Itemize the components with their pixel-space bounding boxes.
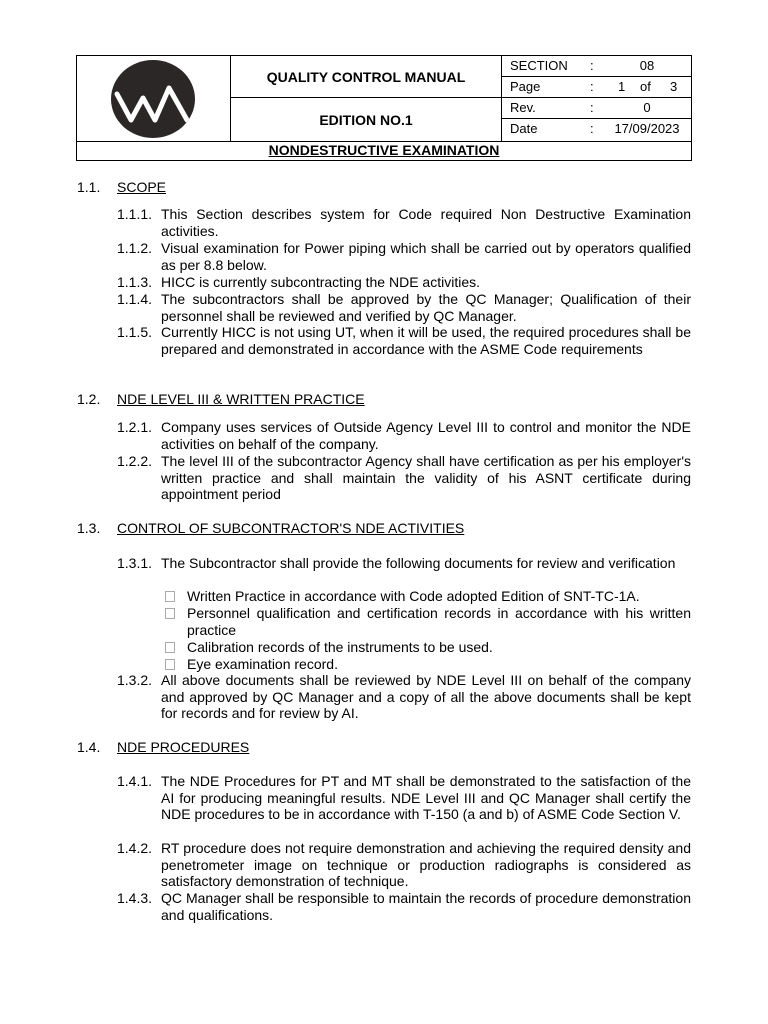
item-text: All above documents shall be reviewed by NDE Level III on behalf of the company and approved by QC Manager and a copy of all the above documents shall be kept for records and for review by AI. [161, 672, 691, 722]
colon: : [590, 58, 594, 73]
item-number: 1.3.2. [117, 672, 153, 688]
list-item [117, 773, 691, 823]
section-value: 08 [639, 58, 655, 73]
item-text: The Subcontractor shall provide the following documents for review and verification [161, 555, 676, 571]
item-number: 1.4.3. [117, 890, 153, 906]
bullet-text: Calibration records of the instruments to be used. [187, 639, 493, 655]
item-text: Currently HICC is not using UT, when it will be used, the required procedures shall be prepared and demonstrated in accordance with the ASME Code requirements [161, 324, 691, 357]
item-number: 1.2.1. [117, 419, 153, 435]
list-item [117, 840, 691, 890]
manual-title: QUALITY CONTROL MANUAL [231, 56, 501, 98]
rev-value: 0 [643, 100, 651, 115]
item-text: HICC is currently subcontracting the NDE activities. [161, 274, 480, 290]
document-title: NONDESTRUCTIVE EXAMINATION [268, 142, 500, 158]
bullet-item [165, 588, 691, 605]
item-number: 1.4.1. [117, 773, 153, 789]
rev-row [502, 98, 691, 119]
colon: : [590, 100, 594, 115]
company-logo [111, 60, 195, 138]
page-label: Page [510, 79, 541, 94]
date-label: Date [510, 121, 538, 136]
bullet-text: Personnel qualification and certification records in accordance with his written practice [187, 605, 691, 638]
bullet-text: Written Practice in accordance with Code adopted Edition of SNT-TC-1A. [187, 588, 640, 604]
list-item [117, 206, 691, 239]
page-total: 3 [670, 79, 678, 94]
item-text: The subcontractors shall be approved by the QC Manager; Qualification of their personnel shall be reviewed and verified by QC Manager. [161, 291, 691, 324]
section-label: SECTION [510, 58, 568, 73]
document-title-row [77, 141, 691, 160]
item-number: 1.1.1. [117, 206, 153, 222]
list-item [117, 291, 691, 324]
section-number: 1.3. [77, 520, 101, 536]
list-item [117, 324, 691, 357]
bullet-item [165, 656, 691, 673]
list-item [117, 274, 691, 291]
item-text: The NDE Procedures for PT and MT shall be demonstrated to the satisfaction of the AI for producing meaningful results. NDE Level III and QC Manager shall certify the NDE procedures to be in accordance with T-150 (a and b) of ASME Code Section V. [161, 773, 691, 823]
list-item [117, 240, 691, 273]
item-text: This Section describes system for Code required Non Destructive Examination activities. [161, 206, 691, 239]
item-number: 1.1.2. [117, 240, 153, 256]
item-text: The level III of the subcontractor Agency shall have certification as per his employer's written practice and shall maintain the validity of his ASNT certificate during appointment period [161, 453, 691, 503]
item-text: QC Manager shall be responsible to maintain the records of procedure demonstration and qualifications. [161, 890, 691, 923]
bullet-item [165, 639, 691, 656]
item-text: Company uses services of Outside Agency Level III to control and monitor the NDE activities on behalf of the company. [161, 419, 691, 452]
section-title: NDE PROCEDURES [117, 739, 250, 755]
colon: : [590, 79, 594, 94]
section-title: CONTROL OF SUBCONTRACTOR'S NDE ACTIVITIES [117, 520, 465, 536]
bullet-box-icon [165, 605, 175, 625]
section-number: 1.1. [77, 179, 101, 195]
list-item [117, 672, 691, 722]
list-item [117, 555, 691, 572]
bullet-text: Eye examination record. [187, 656, 338, 672]
date-value: 17/09/2023 [614, 121, 680, 136]
logo-cell [77, 56, 231, 141]
document-header [76, 55, 692, 161]
edition-label: EDITION NO.1 [319, 111, 413, 128]
rev-label: Rev. [510, 100, 536, 115]
item-number: 1.1.5. [117, 324, 153, 340]
section-number: 1.4. [77, 739, 101, 755]
list-item [117, 890, 691, 923]
title-cell [231, 56, 502, 141]
item-number: 1.3.1. [117, 555, 153, 571]
section-title: NDE LEVEL III & WRITTEN PRACTICE [117, 391, 365, 407]
page-number: 1 [618, 79, 626, 94]
item-text: Visual examination for Power piping which shall be carried out by operators qualified as per 8.8 below. [161, 240, 691, 273]
date-row [502, 119, 691, 140]
item-number: 1.2.2. [117, 453, 153, 469]
bullet-item [165, 605, 691, 638]
item-number: 1.4.2. [117, 840, 153, 856]
doc-info-cell [502, 56, 691, 141]
list-item [117, 419, 691, 452]
section-number: 1.2. [77, 391, 101, 407]
wa-logo-icon [111, 60, 195, 138]
item-number: 1.1.4. [117, 291, 153, 307]
item-number: 1.1.3. [117, 274, 153, 290]
list-item [117, 453, 691, 503]
item-text: RT procedure does not require demonstration and achieving the required density and penetrometer image on technique or production radiographs is considered as satisfactory demonstration of technique. [161, 840, 691, 890]
section-title: SCOPE [117, 179, 167, 195]
section-row [502, 56, 691, 77]
page-of-label: of [640, 79, 651, 94]
colon: : [590, 121, 594, 136]
page-row [502, 77, 691, 98]
